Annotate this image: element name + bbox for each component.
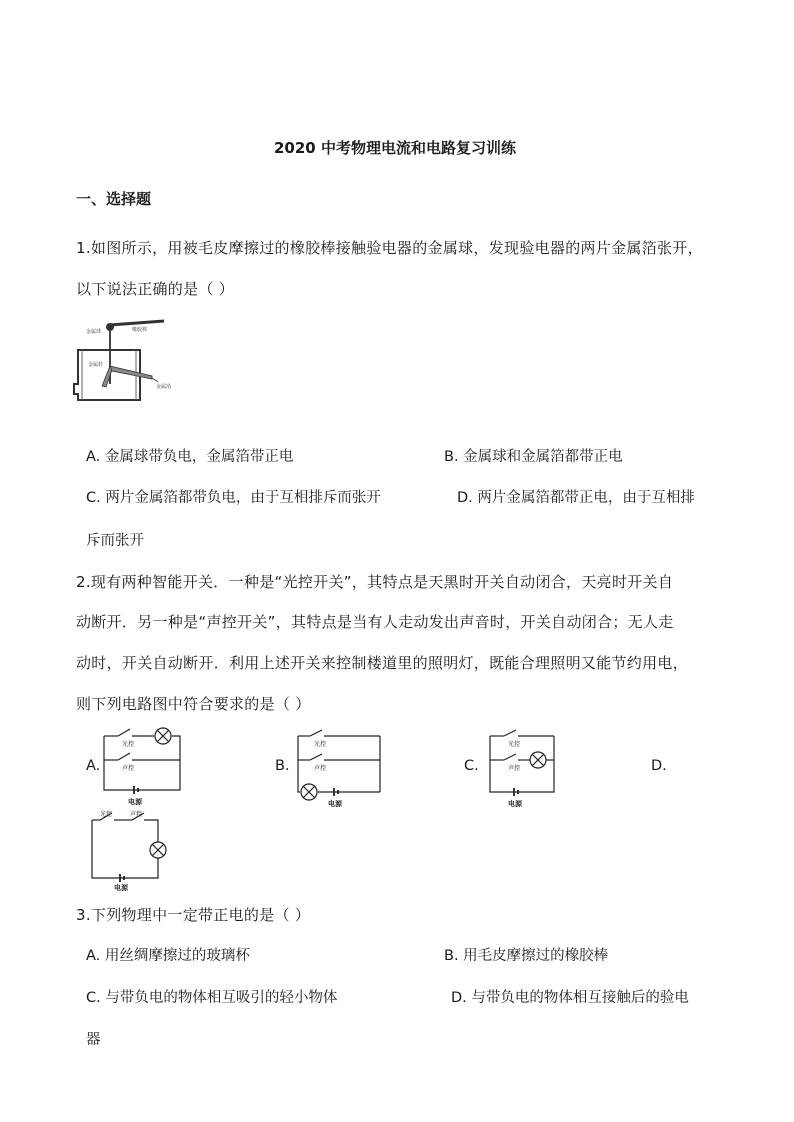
q1-option-a[interactable]: A. 金属球带负电，金属箔带正电 — [86, 449, 294, 465]
q3-option-b[interactable]: B. 用毛皮摩擦过的橡胶棒 — [444, 948, 609, 964]
q1-option-d-cont: 斥而张开 — [86, 533, 144, 549]
stem-label: 金属杆 — [88, 362, 104, 368]
svg-text:声控: 声控 — [508, 765, 521, 772]
q1-option-c[interactable]: C. 两片金属箔都带负电，由于互相排斥而张开 — [86, 490, 381, 506]
svg-text:声控: 声控 — [130, 811, 143, 818]
svg-text:电源: 电源 — [114, 884, 128, 892]
q3-text-line1: 3.下列物理中一定带正电的是（ ） — [76, 906, 311, 924]
circuit-d — [86, 810, 172, 892]
svg-text:声控: 声控 — [314, 765, 327, 772]
circuit-c — [486, 728, 562, 812]
svg-text:电源: 电源 — [128, 798, 142, 806]
rubber-rod — [110, 321, 164, 325]
svg-text:光控: 光控 — [100, 811, 113, 818]
q2-option-b[interactable]: B. — [275, 758, 290, 774]
q2-text-line2: 动断开．另一种是“声控开关”，其特点是当有人走动发出声音时，开关自动闭合；无人走 — [76, 613, 674, 631]
circuit-a — [100, 724, 186, 808]
metal-ball — [106, 323, 114, 331]
q3-option-d-cont: 器 — [86, 1032, 101, 1048]
foil-label: 金属箔 — [156, 384, 172, 390]
q2-text-line4: 则下列电路图中符合要求的是（ ） — [76, 695, 311, 713]
ball-label: 金属球 — [86, 329, 102, 335]
q2-option-a[interactable]: A. — [86, 758, 101, 774]
q2-option-c[interactable]: C. — [464, 758, 479, 774]
page-title: 2020 中考物理电流和电路复习训练 — [274, 139, 516, 157]
svg-text:电源: 电源 — [508, 800, 522, 808]
q3-option-d[interactable]: D. 与带负电的物体相互接触后的验电 — [451, 990, 689, 1006]
q3-option-c[interactable]: C. 与带负电的物体相互吸引的轻小物体 — [86, 990, 338, 1006]
svg-text:光控: 光控 — [508, 741, 521, 748]
q3-option-a[interactable]: A. 用丝绸摩擦过的玻璃杯 — [86, 948, 250, 964]
q2-option-d[interactable]: D. — [651, 758, 667, 774]
q1-option-d[interactable]: D. 两片金属箔都带正电，由于互相排 — [457, 490, 695, 506]
svg-text:电源: 电源 — [328, 800, 342, 808]
foil-right — [110, 366, 152, 379]
q2-text-line3: 动时，开关自动断开．利用上述开关来控制楼道里的照明灯，既能合理照明又能节约用电， — [76, 654, 689, 672]
q2-text-line1: 2.现有两种智能开关．一种是“光控开关”，其特点是天黑时开关自动闭合，天亮时开关自 — [76, 573, 674, 591]
q1-text-line2: 以下说法正确的是（ ） — [76, 280, 235, 298]
rod-label: 橡胶棒 — [132, 327, 148, 333]
svg-text:光控: 光控 — [314, 741, 327, 748]
circuit-b — [294, 728, 386, 812]
q1-option-b[interactable]: B. 金属球和金属箔都带正电 — [444, 449, 623, 465]
q1-text-line1: 1.如图所示，用被毛皮摩擦过的橡胶棒接触验电器的金属球，发现验电器的两片金属箔张开， — [76, 239, 703, 257]
electroscope-figure — [72, 314, 184, 406]
section-heading: 一、选择题 — [76, 190, 152, 208]
svg-text:光控: 光控 — [122, 741, 135, 748]
svg-text:声控: 声控 — [122, 765, 135, 772]
